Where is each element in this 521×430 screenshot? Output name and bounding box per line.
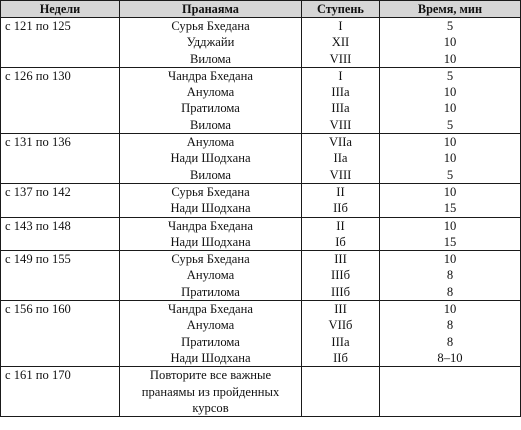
pranayama-name: Нади Шодхана [170,350,251,365]
table-row [1,134,521,184]
pranayama-name: Анулома [186,85,235,100]
step-cell [302,217,380,251]
time-value: 10 [443,135,457,150]
weeks-cell: с 131 по 136 [1,134,120,184]
time-value: 10 [443,151,457,166]
table-row [1,183,521,217]
pranayama-cell [120,217,302,251]
step-value: VIII [329,167,352,182]
step-cell [302,301,380,367]
step-value: VIII [329,51,352,66]
pranayama-cell [120,134,302,184]
time-value: 10 [443,101,457,116]
weeks-cell: с 161 по 170 [1,367,120,417]
pranayama-name: курсов [192,400,229,415]
step-cell [302,18,380,68]
time-value: 10 [443,51,457,66]
pranayama-name: Нади Шодхана [170,201,251,216]
step-value: Iб [335,234,346,249]
step-value: VIIб [328,318,353,333]
pranayama-name: Анулома [186,318,235,333]
time-value: 15 [443,201,457,216]
pranayama-name: Нади Шодхана [170,234,251,249]
step-cell [302,134,380,184]
pranayama-name: Вилома [190,167,231,182]
step-value: IIIб [331,284,350,299]
time-cell [380,251,521,301]
pranayama-name: Анулома [186,268,235,283]
table-row [1,251,521,301]
table-row [1,67,521,133]
time-value: 8 [446,284,454,299]
time-cell [380,18,521,68]
header-time: Время, мин [380,1,521,18]
pranayama-name: Сурья Бхедана [171,184,250,199]
time-value: 8 [446,318,454,333]
time-cell [380,67,521,133]
time-cell [380,367,521,417]
time-value: 5 [446,68,454,83]
step-value: III [334,302,347,317]
pranayama-name: Вилома [190,117,231,132]
pranayama-cell [120,18,302,68]
step-cell [302,251,380,301]
step-cell [302,67,380,133]
time-value: 10 [443,35,457,50]
step-value: II [336,184,345,199]
time-cell [380,183,521,217]
table-row [1,217,521,251]
pranayama-cell [120,251,302,301]
weeks-cell: с 137 по 142 [1,183,120,217]
time-cell [380,301,521,367]
header-pranayama: Пранаяма [120,1,302,18]
step-cell [302,367,380,417]
pranayama-cell [120,367,302,417]
pranayama-name: Сурья Бхедана [171,19,250,33]
step-value: IIб [333,350,348,365]
time-value: 8 [446,334,454,349]
time-cell [380,134,521,184]
pranayama-name: Анулома [186,135,235,150]
pranayama-cell [120,301,302,367]
step-value: XII [331,35,350,50]
weeks-cell: с 126 по 130 [1,67,120,133]
pranayama-name: Чандра Бхедана [168,218,253,233]
time-value: 10 [443,85,457,100]
pranayama-name: Нади Шодхана [170,151,251,166]
weeks-cell: с 143 по 148 [1,217,120,251]
pranayama-name: Повторите все важные [149,368,272,383]
pranayama-name: Чандра Бхедана [168,302,253,317]
pranayama-name: Пратилома [181,284,240,299]
time-value: 5 [446,19,454,33]
pranayama-name: Сурья Бхедана [171,252,250,267]
step-value: I [338,68,343,83]
weeks-cell: с 149 по 155 [1,251,120,301]
header-weeks: Недели [1,1,120,18]
time-cell [380,217,521,251]
time-value: 5 [446,117,454,132]
time-value: 15 [443,234,457,249]
step-value: IIа [333,151,348,166]
header-step: Ступень [302,1,380,18]
weeks-cell: с 121 по 125 [1,18,120,68]
pranayama-name: Вилома [190,51,231,66]
pranayama-name: Пратилома [181,334,240,349]
time-value: 8–10 [437,350,463,365]
time-value: 10 [443,302,457,317]
table-row [1,301,521,367]
step-value: IIб [333,201,348,216]
time-value: 5 [446,167,454,182]
pranayama-name: Удджайи [186,35,235,50]
table-row [1,367,521,417]
step-value: VIIа [328,135,353,150]
weeks-cell: с 156 по 160 [1,301,120,367]
time-value: 10 [443,252,457,267]
time-value: 10 [443,218,457,233]
step-value: VIII [329,117,352,132]
step-value: I [338,19,343,33]
step-value: II [336,218,345,233]
schedule-body [1,18,521,417]
time-value: 8 [446,268,454,283]
step-value: IIIа [331,334,350,349]
table-row [1,18,521,68]
step-value: III [334,252,347,267]
step-value: IIIа [331,101,350,116]
pranayama-cell [120,67,302,133]
pranayama-name: Пратилома [181,101,240,116]
step-cell [302,183,380,217]
time-value: 10 [443,184,457,199]
pranayama-cell [120,183,302,217]
pranayama-name: Чандра Бхедана [168,68,253,83]
step-value: IIIб [331,268,350,283]
step-value: IIIа [331,85,350,100]
header-row [1,1,521,18]
pranayama-name: пранаямы из пройденных [141,384,280,399]
